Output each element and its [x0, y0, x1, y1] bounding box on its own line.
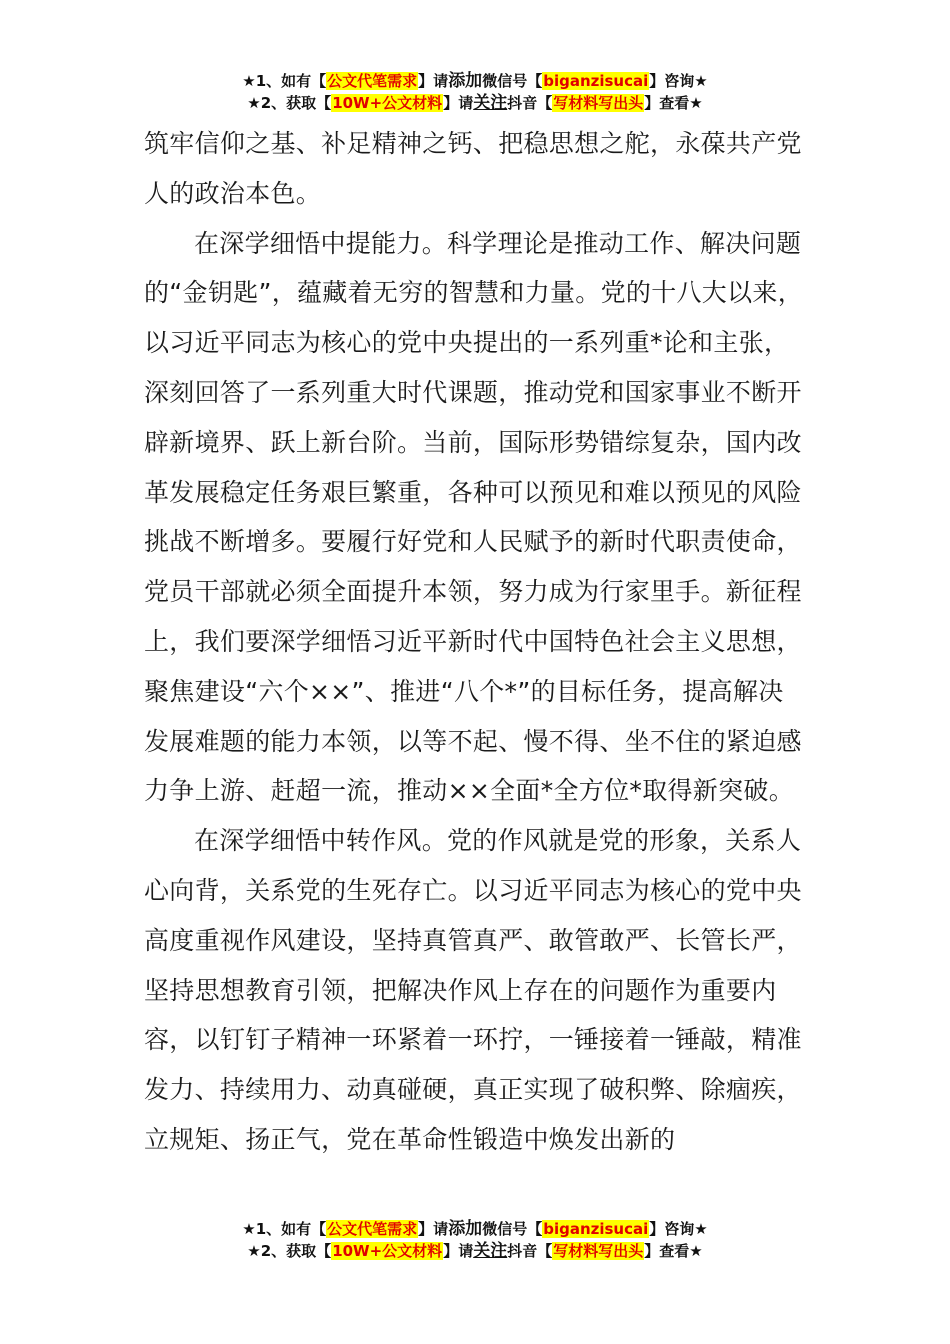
star-icon: ★ [689, 1242, 703, 1260]
highlight-materials: 10W+公文材料 [332, 94, 443, 112]
banner-line-2: ★2、获取【10W+公文材料】请关注抖音【写材料写出头】查看★ [247, 93, 703, 113]
star-icon: ★ [247, 94, 261, 112]
star-icon: ★ [247, 1242, 261, 1260]
star-icon: ★ [694, 1220, 708, 1238]
header-banner [0, 70, 950, 114]
highlight-materials: 10W+公文材料 [332, 1242, 443, 1260]
star-icon: ★ [694, 72, 708, 90]
document-body [144, 119, 806, 1165]
paragraph-work-style: 在深学细悟中转作风。党的作风就是党的形象，关系人心向背，关系党的生死存亡。以习近平同志为核心的党中央高度重视作风建设，坚持真管真严、敢管敢严、长管长严，坚持思想教育引领，把解决作风上存在的问题作为重要内容，以钉钉子精神一环紧着一环拧，一锤接着一锤敲，精准发力、持续用力、动真碰硬，真正实现了破积弊、除痼疾，立规矩、扬正气，党在革命性锻造中焕发出新的 [144, 826, 802, 1154]
highlight-douyin-account: 写材料写出头 [553, 94, 644, 112]
star-icon: ★ [242, 72, 256, 90]
paragraph-continued: 筑牢信仰之基、补足精神之钙、把稳思想之舵，永葆共产党人的政治本色。 [144, 129, 802, 208]
highlight-wechat-id: biganzisucai [543, 72, 649, 90]
highlight-service: 公文代笔需求 [327, 1220, 418, 1238]
footer-banner [0, 1218, 950, 1262]
banner-line-1: ★1、如有【公文代笔需求】请添加微信号【biganzisucai】咨询★ [242, 1219, 708, 1239]
star-icon: ★ [242, 1220, 256, 1238]
highlight-douyin-account: 写材料写出头 [553, 1242, 644, 1260]
highlight-wechat-id: biganzisucai [543, 1220, 649, 1238]
paragraph-ability: 在深学细悟中提能力。科学理论是推动工作、解决问题的“金钥匙”，蕴藏着无穷的智慧和力量。党的十八大以来，以习近平同志为核心的党中央提出的一系列重*论和主张，深刻回答了一系列重大时代课题，推动党和国家事业不断开辟新境界、跃上新台阶。当前，国际形势错综复杂，国内改革发展稳定任务艰巨繁重，各种可以预见和难以预见的风险挑战不断增多。要履行好党和人民赋予的新时代职责使命，党员干部就必须全面提升本领，努力成为行家里手。新征程上，我们要深学细悟习近平新时代中国特色社会主义思想，聚焦建设“六个××”、推进“八个*”的目标任务，提高解决发展难题的能力本领，以等不起、慢不得、坐不住的紧迫感力争上游、赶超一流，推动××全面*全方位*取得新突破。 [144, 228, 804, 806]
highlight-service: 公文代笔需求 [327, 72, 418, 90]
banner-line-2: ★2、获取【10W+公文材料】请关注抖音【写材料写出头】查看★ [247, 1241, 703, 1261]
star-icon: ★ [689, 94, 703, 112]
banner-line-1: ★1、如有【公文代笔需求】请添加微信号【biganzisucai】咨询★ [242, 71, 708, 91]
